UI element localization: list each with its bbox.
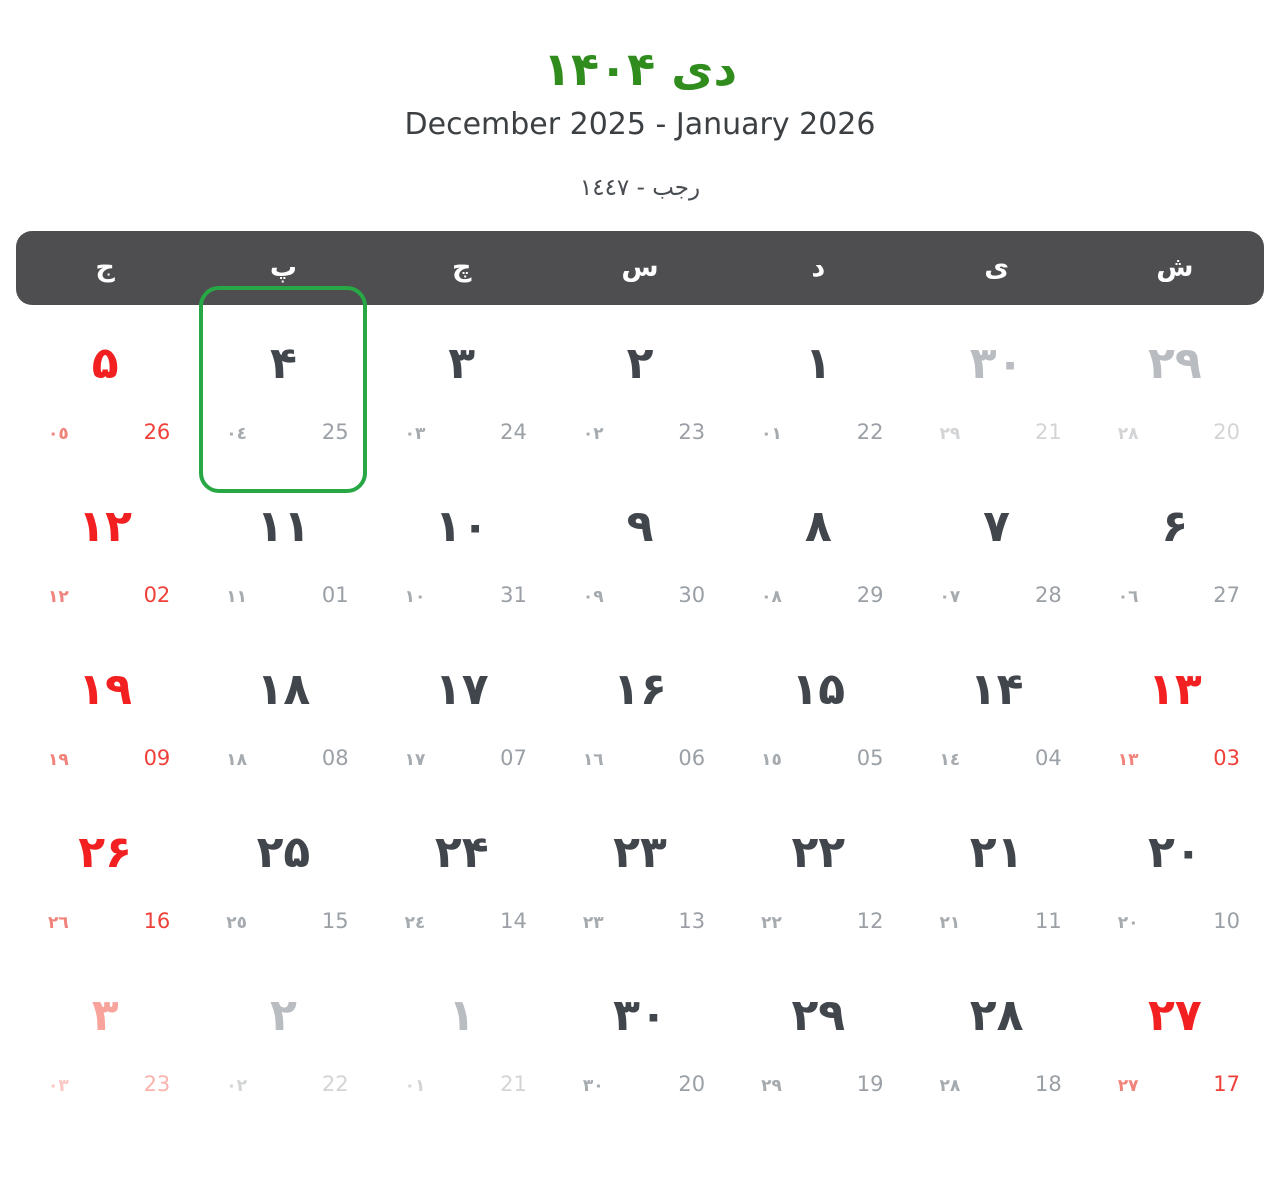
jalali-day-number: ۱۱ [256,500,311,552]
jalali-day-number: ۲۵ [256,826,311,878]
day-secondary-numbers [729,909,907,933]
day-secondary-numbers [729,420,907,444]
day-cell-today[interactable] [194,312,372,475]
day-secondary-numbers [16,746,194,770]
gregorian-day-number: 30 [678,582,706,607]
day-cell[interactable] [16,638,194,801]
hijri-day-number: ٢٤ [404,912,426,933]
day-cell[interactable] [373,638,551,801]
gregorian-day-number: 06 [678,745,706,770]
hijri-day-number: ٢٨ [1117,423,1139,444]
day-cell[interactable] [1086,964,1264,1127]
day-cell[interactable] [373,964,551,1127]
hijri-day-number: ٠٨ [761,586,782,607]
hijri-day-number: ٣٠ [582,1075,604,1096]
day-secondary-numbers [373,1072,551,1096]
hijri-day-number: ٢٥ [226,912,248,933]
jalali-day-number: ۱۵ [791,663,846,715]
day-secondary-numbers [194,909,372,933]
gregorian-day-number: 21 [500,1071,527,1096]
gregorian-day-number: 14 [500,908,527,933]
weekday-label: ی [984,252,1009,284]
day-cell[interactable] [16,964,194,1127]
calendar-header [0,0,1280,200]
hijri-day-number: ٢٩ [761,1075,782,1096]
day-cell[interactable] [907,964,1085,1127]
jalali-day-number: ۸ [804,500,832,552]
jalali-day-number: ۴ [270,337,297,389]
day-secondary-numbers [194,583,372,607]
gregorian-day-number: 16 [143,908,171,933]
day-secondary-numbers [551,1072,729,1096]
day-cell[interactable] [907,638,1085,801]
day-secondary-numbers [551,746,729,770]
gregorian-range-subtitle: December 2025 - January 2026 [404,106,876,142]
day-secondary-numbers [1086,909,1264,933]
jalali-day-number: ۹ [626,500,654,552]
day-cell[interactable] [551,312,729,475]
day-secondary-numbers [16,1072,194,1096]
day-cell[interactable] [551,475,729,638]
jalali-day-number: ۲۹ [1148,337,1202,389]
day-secondary-numbers [907,420,1085,444]
gregorian-day-number: 29 [856,582,884,607]
weekday-label: س [621,252,659,284]
hijri-day-number: ٢٢ [761,912,782,933]
hijri-day-number: ١٨ [226,749,248,770]
hijri-day-number: ٢٣ [582,912,604,933]
jalali-day-number: ۱۳ [1148,663,1202,715]
day-secondary-numbers [551,909,729,933]
jalali-day-number: ۱ [804,337,832,389]
gregorian-day-number: 17 [1213,1071,1240,1096]
jalali-day-number: ۶ [1161,500,1189,552]
jalali-day-number: ۱۲ [78,500,132,552]
day-secondary-numbers [194,420,372,444]
jalali-day-number: ۲۹ [791,989,846,1041]
day-secondary-numbers [729,746,907,770]
gregorian-day-number: 01 [321,582,349,607]
day-secondary-numbers [373,909,551,933]
weekday-label: چ [451,252,472,284]
day-cell[interactable] [729,801,907,964]
hijri-day-number: ١٧ [404,749,426,770]
day-cell[interactable] [551,801,729,964]
day-secondary-numbers [1086,420,1264,444]
jalali-day-number: ۱۷ [434,663,489,715]
gregorian-day-number: 13 [678,908,706,933]
hijri-day-number: ٢٠ [1117,912,1139,933]
weekday-label: ج [95,252,115,284]
jalali-day-number: ۳۰ [613,989,667,1041]
gregorian-day-number: 19 [856,1071,884,1096]
day-cell[interactable] [729,312,907,475]
day-secondary-numbers [373,583,551,607]
gregorian-day-number: 24 [500,419,527,444]
day-cell[interactable] [551,964,729,1127]
hijri-day-number: ٠٤ [226,423,248,444]
hijri-day-number: ١١ [226,586,248,607]
day-secondary-numbers [551,420,729,444]
gregorian-day-number: 23 [143,1071,171,1096]
gregorian-day-number: 20 [678,1071,706,1096]
jalali-day-number: ۱۶ [613,663,667,715]
day-secondary-numbers [373,420,551,444]
jalali-day-number: ۲۳ [613,826,667,878]
day-cell[interactable] [1086,638,1264,801]
weekday-label: پ [269,252,297,284]
day-secondary-numbers [194,746,372,770]
hijri-day-number: ٠٥ [48,423,69,444]
hijri-day-number: ٠٧ [939,586,961,607]
hijri-day-number: ٠٦ [1117,586,1139,607]
gregorian-day-number: 22 [321,1071,349,1096]
gregorian-day-number: 03 [1213,745,1240,770]
day-secondary-numbers [373,746,551,770]
hijri-day-number: ٢٩ [939,423,961,444]
day-cell[interactable] [907,475,1085,638]
weekday-label: ش [1156,252,1194,284]
day-secondary-numbers [1086,583,1264,607]
day-secondary-numbers [907,583,1085,607]
gregorian-day-number: 21 [1034,419,1062,444]
day-cell[interactable] [729,475,907,638]
jalali-day-number: ۲۱ [969,826,1024,878]
jalali-day-number: ۱۴ [969,663,1024,715]
gregorian-day-number: 10 [1213,908,1240,933]
gregorian-day-number: 31 [500,582,527,607]
day-cell[interactable] [1086,312,1264,475]
gregorian-day-number: 20 [1213,419,1240,444]
gregorian-day-number: 12 [856,908,884,933]
calendar-grid [16,312,1264,1127]
day-secondary-numbers [16,583,194,607]
jalali-day-number: ۳ [448,337,476,389]
jalali-day-number: ۱۸ [256,663,311,715]
hijri-day-number: ١٢ [48,586,69,607]
gregorian-day-number: 18 [1034,1071,1062,1096]
day-secondary-numbers [907,746,1085,770]
hijri-day-number: ١٤ [939,749,961,770]
hijri-day-number: ٠٣ [404,423,426,444]
hijri-range-subtitle: رجب - ١٤٤٧ [579,174,701,201]
gregorian-day-number: 27 [1213,582,1240,607]
hijri-day-number: ٠١ [761,423,782,444]
day-cell[interactable] [551,638,729,801]
gregorian-day-number: 02 [143,582,171,607]
gregorian-day-number: 08 [321,745,349,770]
jalali-day-number: ۱ [448,989,476,1041]
hijri-day-number: ٠٢ [582,423,604,444]
day-cell[interactable] [16,312,194,475]
day-cell[interactable] [194,475,372,638]
hijri-day-number: ١٠ [404,586,426,607]
hijri-day-number: ٠٢ [226,1075,248,1096]
hijri-day-number: ٢٦ [48,912,69,933]
hijri-day-number: ١٣ [1117,749,1139,770]
day-secondary-numbers [16,909,194,933]
hijri-day-number: ٢١ [939,912,961,933]
hijri-day-number: ٠١ [404,1075,426,1096]
jalali-day-number: ۲۰ [1148,826,1202,878]
day-cell[interactable] [1086,801,1264,964]
jalali-day-number: ۲۸ [969,989,1024,1041]
day-cell[interactable] [194,964,372,1127]
jalali-day-number: ۵ [91,337,119,389]
day-secondary-numbers [907,909,1085,933]
day-secondary-numbers [16,420,194,444]
day-secondary-numbers [729,583,907,607]
hijri-day-number: ٢٨ [939,1075,961,1096]
gregorian-day-number: 22 [856,419,884,444]
gregorian-day-number: 04 [1034,745,1062,770]
jalali-day-number: ۲۷ [1148,989,1202,1041]
hijri-day-number: ٢٧ [1117,1075,1139,1096]
day-cell[interactable] [907,801,1085,964]
jalali-day-number: ۲۶ [78,826,132,878]
today-highlight-ring [199,286,367,493]
day-cell[interactable] [907,312,1085,475]
gregorian-day-number: 23 [678,419,706,444]
hijri-day-number: ١٦ [582,749,604,770]
day-secondary-numbers [194,1072,372,1096]
day-secondary-numbers [1086,746,1264,770]
day-secondary-numbers [1086,1072,1264,1096]
day-secondary-numbers [729,1072,907,1096]
hijri-day-number: ١٩ [48,749,69,770]
jalali-day-number: ۱۰ [434,500,489,552]
gregorian-day-number: 28 [1034,582,1062,607]
gregorian-day-number: 09 [143,745,171,770]
hijri-day-number: ١٥ [761,749,782,770]
gregorian-day-number: 05 [856,745,884,770]
jalali-day-number: ۷ [983,500,1010,552]
day-cell[interactable] [194,801,372,964]
day-cell[interactable] [16,801,194,964]
jalali-day-number: ۳۰ [969,337,1024,389]
day-cell[interactable] [729,964,907,1127]
page-title: دی ۱۴۰۴ [542,42,738,96]
gregorian-day-number: 26 [143,419,171,444]
gregorian-day-number: 25 [321,419,349,444]
jalali-day-number: ۲۴ [434,826,489,878]
day-secondary-numbers [551,583,729,607]
jalali-day-number: ۳ [91,989,119,1041]
jalali-day-number: ۲ [270,989,297,1041]
weekday-header-bar [16,231,1264,305]
day-cell[interactable] [373,312,551,475]
hijri-day-number: ٠٣ [48,1075,69,1096]
weekday-label: د [811,252,826,284]
hijri-day-number: ٠٩ [582,586,604,607]
day-cell[interactable] [373,475,551,638]
gregorian-day-number: 07 [500,745,527,770]
gregorian-day-number: 11 [1034,908,1062,933]
day-cell[interactable] [1086,475,1264,638]
day-cell[interactable] [194,638,372,801]
jalali-day-number: ۱۹ [78,663,132,715]
day-cell[interactable] [729,638,907,801]
day-cell[interactable] [373,801,551,964]
gregorian-day-number: 15 [321,908,349,933]
jalali-day-number: ۲۲ [791,826,846,878]
day-secondary-numbers [907,1072,1085,1096]
day-cell[interactable] [16,475,194,638]
jalali-day-number: ۲ [626,337,654,389]
